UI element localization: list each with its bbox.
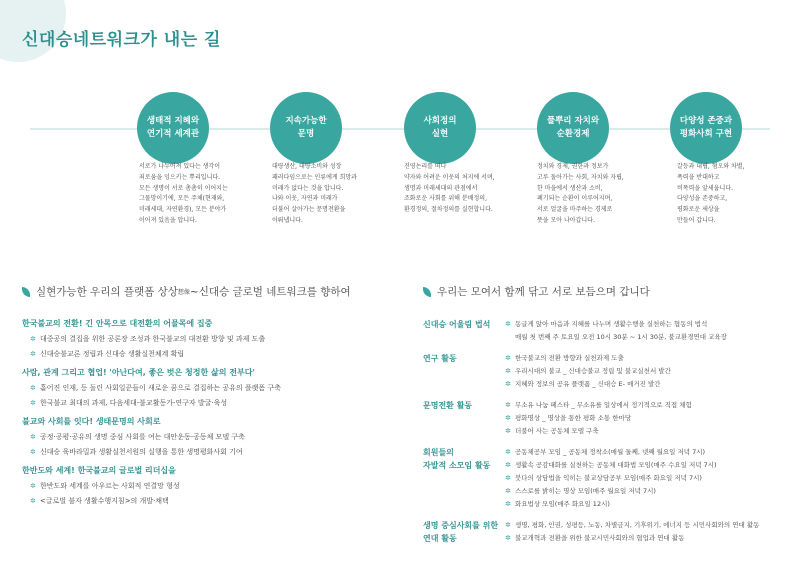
list-item: ✲ 우리시대의 불교 _ 신대승불교 정립 및 불교실천서 발간 (505, 365, 793, 378)
list-item: ✲ 붓다의 상담법을 익히는 불교상담공부 모임(매주 화요일 저녁 7시) (505, 472, 793, 485)
star-icon: ✲ (505, 427, 511, 435)
star-icon: ✲ (505, 500, 511, 508)
left-group-title: 사람, 관계 그리고 협업! '아난다여, 좋은 벗은 청정한 삶의 전부다' (22, 368, 255, 377)
star-icon: ✲ (505, 534, 511, 542)
star-icon: ✲ (30, 482, 36, 490)
list-item: ✲ 한반도와 세계를 아우르는 사회적 연결망 형성 (30, 482, 180, 490)
list-item: ✲ 흩어진 인재, 등 돌린 사회일꾼들이 새로운 꿈으로 결집하는 공유의 플랫폼 구축 (30, 384, 281, 392)
right-group-label: 연구 활동 (423, 354, 457, 363)
left-group-title: 한국불교의 전환! 긴 안목으로 대전환의 어물목에 집중 (22, 319, 213, 328)
list-item: ✲ 평화명상 _ 명상을 통한 평화 소통 한마당 (505, 412, 793, 425)
list-item: ✲ 동글게 앉아 마음과 지혜를 나누며 생활수행을 실천하는 협동의 법석 (505, 318, 793, 331)
star-icon: ✲ (505, 521, 511, 529)
star-icon: ✲ (505, 401, 511, 409)
list-item: ✲ 대중공의 결집을 위한 공론장 조성과 한국불교의 대전환 방향 및 과제 도출 (30, 335, 266, 343)
left-column (22, 318, 392, 514)
right-group (423, 446, 793, 511)
pillar-circle-4: 풀뿌리 자치와 순환경제 (537, 92, 609, 164)
star-icon: ✲ (30, 448, 36, 456)
star-icon: ✲ (505, 474, 511, 482)
list-item: ✲ 스스로를 밝히는 명상 모임(매주 월요일 저녁 7시) (505, 485, 793, 498)
list-item: ✲ 신대승 육바라밀과 생활실천서원의 실행을 통한 생명평화사회 기여 (30, 448, 243, 456)
right-group-label: 회원들의 자발적 소모임 활동 (423, 448, 491, 470)
right-section-heading: 우리는 모여서 함께 닦고 서로 보듬으며 갑니다 (423, 284, 650, 299)
list-item: ✲ 무소유 나눔 페스타 _ 무소유를 일상에서 정기적으로 직접 체험 (505, 399, 793, 412)
star-icon: ✲ (505, 354, 511, 362)
page-title: 신대승네트워크가 내는 길 (22, 30, 221, 50)
pillar-desc-3: 진영논리를 떠나 약자와 어려운 이웃의 처지에 서며, 생명과 미래세대의 관점에서 조화로운 사회를 위해 분배정의, 환경정의, 절차정의를 실현합니다. (404, 163, 495, 214)
pillar-circle-5: 다양성 존중과 평화사회 구현 (670, 92, 742, 164)
list-item: ✲ 한국불교의 전환 방향과 실천과제 도출 (505, 352, 793, 365)
list-item: ✲ 더불어 사는 공동체 모델 구축 (505, 425, 793, 438)
pillar-desc-5: 갈등과 대립, 혐오와 차별, 폭력을 반대하고 비폭력을 앞세웁니다. 다양성을 존중하고, 평화로운 세상을 만들어 갑니다. (677, 163, 745, 224)
right-column (423, 318, 793, 553)
left-group-title: 한반도와 세계! 한국불교의 글로벌 리더십을 (22, 466, 176, 475)
right-group (423, 318, 793, 344)
star-icon: ✲ (30, 335, 36, 343)
left-group (22, 416, 392, 457)
list-item: ✲ 공정·공평·공유의 생명 중심 사회를 여는 대안운동·공동체 모델 구축 (30, 433, 245, 441)
right-group (423, 519, 793, 545)
right-group-label: 생명 중심사회를 위한 연대 활동 (423, 521, 499, 543)
star-icon: ✲ (505, 320, 511, 328)
star-icon: ✲ (30, 433, 36, 441)
pillar-circle-2: 지속가능한 문명 (270, 92, 342, 164)
left-group (22, 318, 392, 359)
star-icon: ✲ (505, 487, 511, 495)
schedule-text: 매월 첫 번째 주 토요일 오전 10시 30분 ~ 1시 30분, 불교환경연대 교육장 (515, 333, 727, 341)
pillar-desc-4: 정치와 경제, 권한과 정보가 고루 돌아가는 사회, 자치와 자립, 한 마을에서 생산과 소비, 폐기되는 순환이 이루어지며, 서로 얼굴을 마주하는 경제로 뜻을 모아 나아갑니다. (537, 163, 624, 224)
star-icon: ✲ (30, 384, 36, 392)
star-icon: ✲ (505, 414, 511, 422)
star-icon: ✲ (505, 461, 511, 469)
right-group-label: 문명전환 활동 (423, 401, 473, 410)
left-group-title: 불교와 사회를 잇다! 생태문명의 사회로 (22, 417, 161, 426)
list-item: ✲ <글로벌 불자 생활수행지침>의 개발·채택 (30, 497, 169, 505)
list-item: ✲ 생명, 평화, 인권, 성평등, 노동, 차별금지, 기후위기, 에너지 등 시민사회와의 연대 활동 (505, 519, 793, 532)
leaf-icon (423, 287, 431, 297)
pillar-desc-1: 서로가 나누어져 있다는 생각이 죄로움을 잉으키는 뿌리입니다. 모든 생명이 서로 촘촘히 이어지는 그물망이기에, 모든 주체(현재와, 미래세대, 자연환경), 모든 분야가 이어져 있음을 압니다. (139, 163, 228, 224)
leaf-icon (22, 287, 30, 297)
right-group (423, 399, 793, 438)
pillar-circle-1: 생태적 지혜와 연기적 세계관 (137, 92, 209, 164)
left-group (22, 367, 392, 408)
star-icon: ✲ (505, 448, 511, 456)
left-section-heading: 실현가능한 우리의 플랫폼 상상 想像 ~신대승 글로벌 네트워크를 향하여 (22, 284, 351, 299)
pillar-desc-2: 대량생산, 대량소비와 성장 패러다임으로는 인류에게 희망과 미래가 없다는 것을 압니다. 나와 이웃, 자연과 미래가 더불어 살아가는 문명전환을 이뤄냅니다. (272, 163, 357, 224)
star-icon: ✲ (505, 367, 511, 375)
list-item: ✲ 생활속 공감대화를 실천하는 공동체 대화법 모임(매주 수요일 저녁 7시) (505, 459, 793, 472)
list-item: ✲ 신대승불교론 정립과 신대승 생활실천체계 확립 (30, 350, 185, 358)
star-icon: ✲ (30, 497, 36, 505)
right-group-label: 신대승 어울림 법석 (423, 320, 491, 329)
star-icon: ✲ (30, 399, 36, 407)
list-item: ✲ 한국불교 최대의 과제, 다음세대-불교활동가-연구자 발굴·육성 (30, 399, 228, 407)
right-group (423, 352, 793, 391)
left-group (22, 465, 392, 506)
pillar-circle-3: 사회정의 실현 (404, 92, 476, 164)
list-item: ✲ 지혜와 정보의 공유 플랫폼 _ 신대승 E- 매거진 발간 (505, 378, 793, 391)
star-icon: ✲ (30, 350, 36, 358)
list-item: ✲ 불교개혁과 전환을 위한 불교시민사회와의 협업과 연대 활동 (505, 532, 793, 545)
star-icon: ✲ (505, 380, 511, 388)
list-item: ✲ 화요법상 모임(매주 화요일 12시) (505, 498, 793, 511)
list-item: ✲ 공동체공부 모임 _ 공동체 정착소(매월 둘째, 넷째 월요일 저녁 7시) (505, 446, 793, 459)
